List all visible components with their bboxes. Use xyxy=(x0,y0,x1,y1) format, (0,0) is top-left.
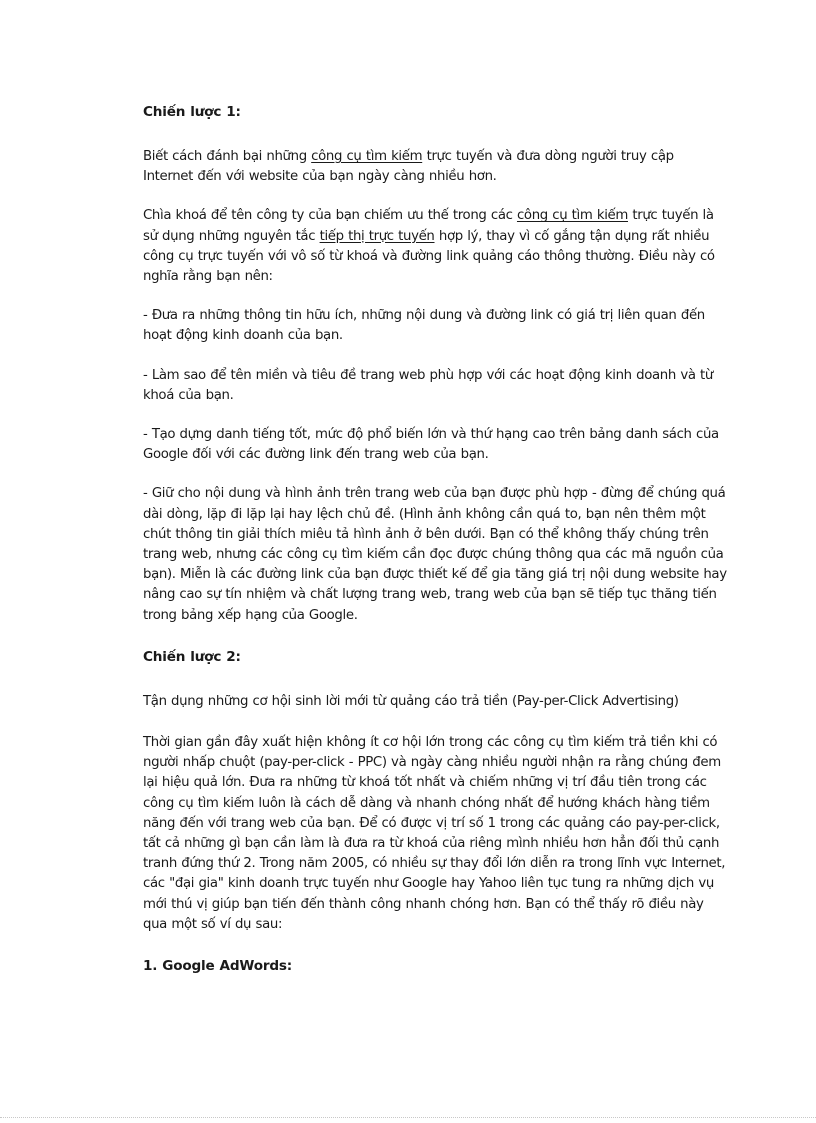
bullet-item-4: - Giữ cho nội dung và hình ảnh trên trang web của bạn được phù hợp - đừng để chúng quá dài dòng, lặp đi lặp lại hay lệch chủ đề. (Hình ảnh không cần quá to, bạn nên thêm một chút thông tin giải thích miêu tả hình ảnh ở bên dưới. Bạn có thể không thấy chúng trên trang web, nhưng các công cụ tìm kiếm cần đọc được chúng thông qua các mã nguồn của bạn). Miễn là các đường link của bạn được thiết kế để gia tăng giá trị nội dung website hay nâng cao sự tín nhiệm và chất lượng trang web, trang web của bạn sẽ tiếp tục thăng tiến trong bảng xếp hạng của Google. xyxy=(143,486,727,623)
paragraph-text: trực tuyến và đưa dòng người truy cập Internet đến với website của bạn ngày càng nhiều hơn. xyxy=(143,149,674,185)
paragraph-text: Biết cách đánh bại những xyxy=(143,149,312,164)
bullet-item-1: - Đưa ra những thông tin hữu ích, những nội dung và đường link có giá trị liên quan đến hoạt động kinh doanh của bạn. xyxy=(143,308,705,344)
paragraph-text: Chìa khoá để tên công ty của bạn chiếm ưu thế trong các xyxy=(143,208,517,224)
search-engine-link[interactable]: công cụ tìm kiếm xyxy=(516,208,628,224)
strategy-1-paragraph-2 xyxy=(143,206,728,287)
page-bottom-divider xyxy=(0,1117,816,1118)
google-adwords-heading: 1. Google AdWords: xyxy=(143,958,292,975)
search-engine-link[interactable]: công cụ tìm kiếm xyxy=(311,149,423,164)
strategy-1-heading: Chiến lược 1: xyxy=(143,104,241,120)
online-marketing-link[interactable]: tiếp thị trực tuyến xyxy=(319,228,435,244)
paragraph-text: hợp lý, thay vì cố gắng tận dụng rất nhiều công cụ trực tuyến với vô số từ khoá và đường link quảng cáo thông thường. Điều này có nghĩa rằng bạn nên: xyxy=(143,228,715,285)
strategy-2-intro: Tận dụng những cơ hội sinh lời mới từ quảng cáo trả tiền (Pay-per-Click Advertising) xyxy=(143,693,679,709)
strategy-2-body: Thời gian gần đây xuất hiện không ít cơ hội lớn trong các công cụ tìm kiếm trả tiền khi có người nhấp chuột (pay-per-click - PPC) và ngày càng nhiều người nhận ra rằng chúng đem lại hiệu quả lớn. Đưa ra những từ khoá tốt nhất và chiếm những vị trí đầu tiên trong các công cụ tìm kiếm luôn là cách dễ dàng và nhanh chóng nhất để hướng khách hàng tiềm năng đến với trang web của bạn. Để có được vị trí số 1 trong các quảng cáo pay-per-click, tất cả những gì bạn cần làm là đưa ra từ khoá của riêng mình nhiều hơn hẳn đối thủ cạnh tranh đứng thứ 2. Trong năm 2005, có nhiều sự thay đổi lớn diễn ra trong lĩnh vực Internet, các "đại gia" kinh doanh trực tuyến như Google hay Yahoo liên tục tung ra những dịch vụ mới thú vị giúp bạn tiến đến thành công nhanh chóng hơn. Bạn có thể thấy rõ điều này qua một số ví dụ sau: xyxy=(143,735,726,932)
bullet-item-3: - Tạo dựng danh tiếng tốt, mức độ phổ biến lớn và thứ hạng cao trên bảng danh sách của Google đối với các đường link đến trang web của bạn. xyxy=(143,427,719,463)
paragraph-text: trực tuyến là sử dụng những nguyên tắc xyxy=(143,208,714,244)
document-content xyxy=(143,102,728,1001)
strategy-1-paragraph-1 xyxy=(143,147,728,187)
bullet-item-2: - Làm sao để tên miền và tiêu đề trang web phù hợp với các hoạt động kinh doanh và từ khoá của bạn. xyxy=(143,367,713,403)
strategy-2-heading: Chiến lược 2: xyxy=(143,648,241,665)
